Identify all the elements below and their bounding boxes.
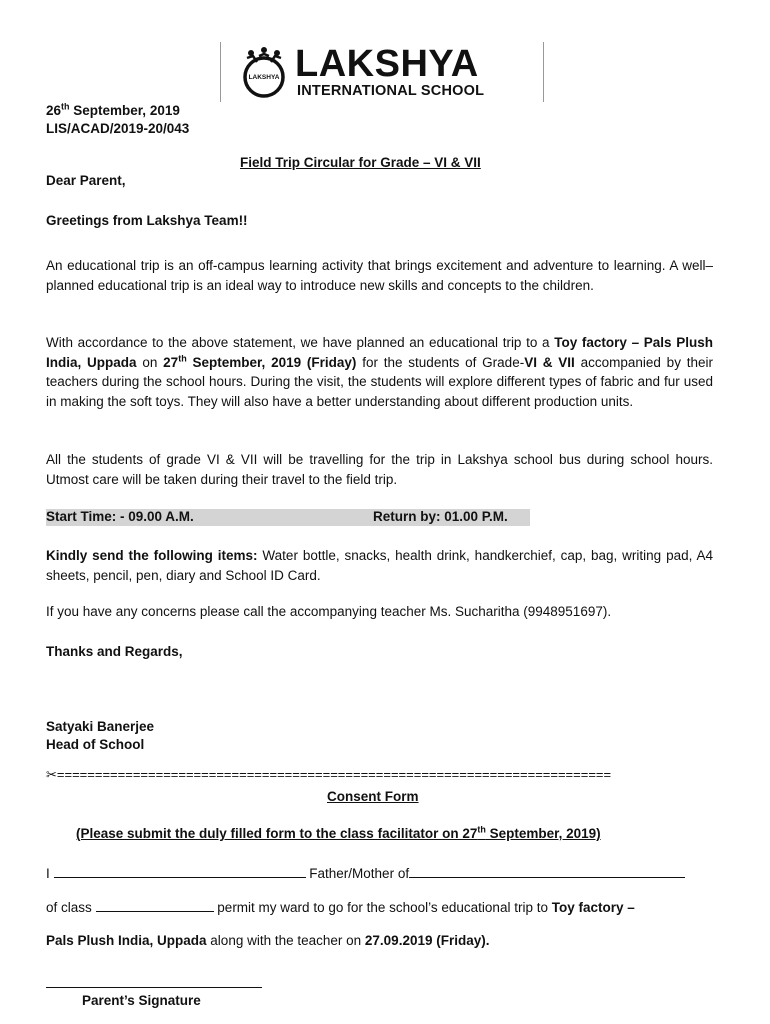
svg-text:LAKSHYA: LAKSHYA [248, 74, 280, 81]
child-name-field[interactable] [409, 865, 685, 878]
school-logo [220, 42, 544, 102]
items-paragraph: Kindly send the following items: Water bottle, snacks, health drink, handkerchief, cap, bag, writing pad, A4 sheets, pencil, pen, diary and School ID Card. [46, 548, 713, 583]
signatory-title: Head of School [46, 737, 145, 752]
concerns-text: If you have any concerns please call the accompanying teacher Ms. Sucharitha (9948951697). [46, 604, 612, 619]
reference-number: LIS/ACAD/2019-20/043 [46, 121, 190, 136]
school-subtitle: INTERNATIONAL SCHOOL [297, 83, 485, 99]
circular-title: Field Trip Circular for Grade – VI & VII [240, 155, 481, 170]
intro-paragraph: An educational trip is an off-campus learning activity that brings excitement and adventure to learning. A well–planned educational trip is an ideal way to introduce new skills and concepts to the children. [46, 258, 713, 293]
salutation: Dear Parent, [46, 173, 126, 188]
signature-line[interactable] [46, 987, 262, 988]
school-name: LAKSHYA [295, 43, 479, 85]
travel-paragraph: All the students of grade VI & VII will be travelling for the trip in Lakshya school bus during school hours. Utmost care will be taken during their travel to the field trip. [46, 452, 713, 487]
cut-line: ✂========================================================================= [46, 767, 612, 782]
parent-signature-label: Parent’s Signature [82, 993, 201, 1008]
consent-line-1: I Father/Mother of [46, 865, 716, 881]
consent-instruction: (Please submit the duly filled form to the class facilitator on 27th September, 2019) [76, 824, 601, 841]
trip-details-paragraph: With accordance to the above statement, we have planned an educational trip to a Toy factory – Pals Plush India, Uppada on 27th September, 2019 (Friday) for the students of Grade-VI & VII accompanied by their teachers during the school hours. During the visit, the students will explore different types of fabric and fur used in making the soft toys. They will also have a better understanding about different production units. [46, 335, 713, 409]
school-emblem-icon [237, 46, 291, 100]
scissors-icon: ✂ [46, 767, 57, 782]
letter-date: 26th September, 2019 [46, 101, 180, 118]
closing: Thanks and Regards, [46, 644, 183, 659]
consent-line-2: of class permit my ward to go for the school’s educational trip to Toy factory – [46, 900, 635, 915]
signatory-name: Satyaki Banerjee [46, 719, 155, 734]
class-field[interactable] [96, 899, 214, 912]
consent-line-3: Pals Plush India, Uppada along with the teacher on 27.09.2019 (Friday). [46, 933, 490, 948]
greeting: Greetings from Lakshya Team!! [46, 213, 248, 228]
return-time: Return by: 01.00 P.M. [373, 509, 508, 524]
parent-name-field[interactable] [54, 865, 306, 878]
start-time: Start Time: - 09.00 A.M. [46, 509, 194, 524]
consent-title: Consent Form [327, 789, 419, 804]
